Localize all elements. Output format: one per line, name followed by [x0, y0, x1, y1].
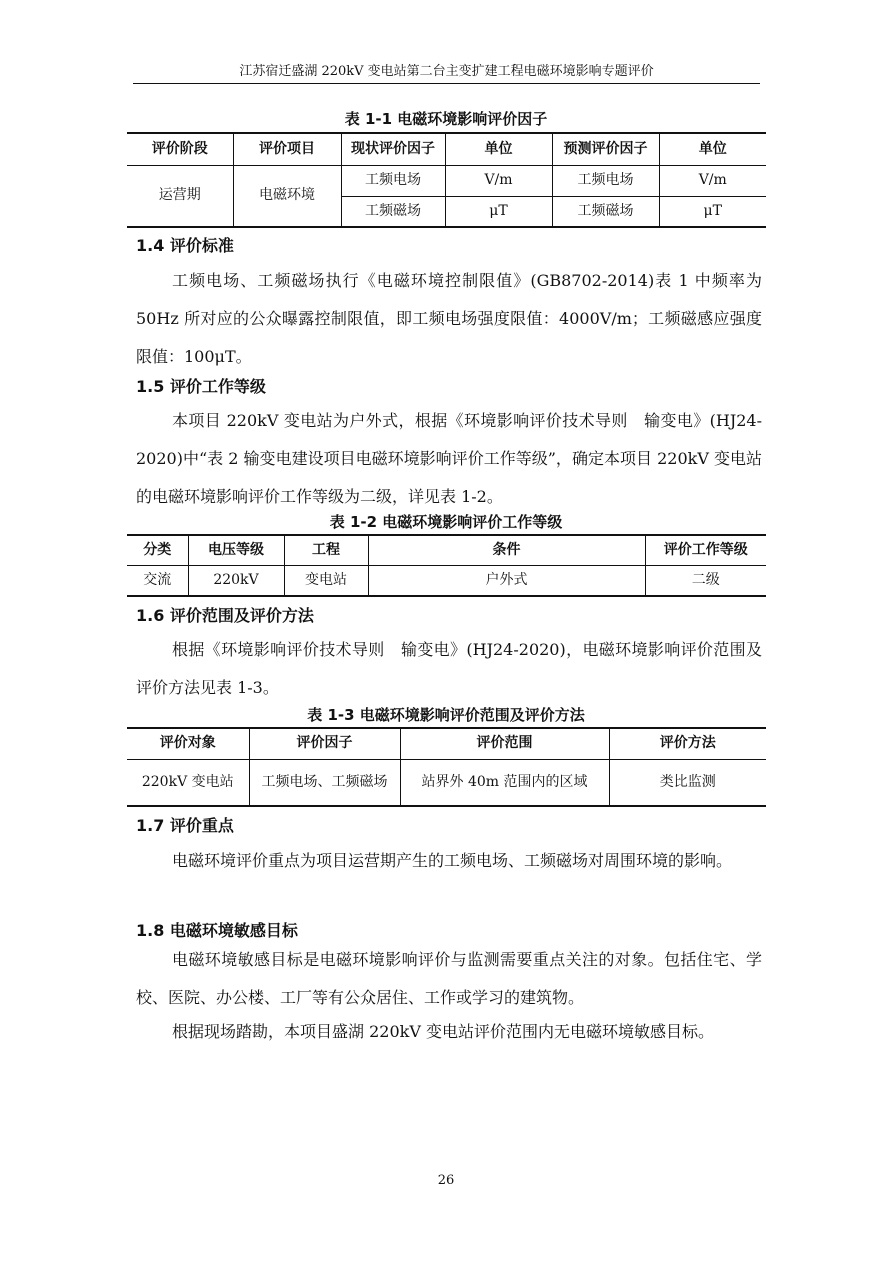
table-cell: 交流 — [127, 565, 188, 596]
table-header-cell: 条件 — [368, 535, 645, 565]
section-heading-1-7: 1.7 评价重点 — [136, 816, 234, 835]
table-header-cell: 分类 — [127, 535, 188, 565]
table-header-cell: 评价对象 — [127, 728, 249, 759]
table-cell: 站界外 40m 范围内的区域 — [400, 759, 609, 806]
table-1-3-caption: 表 1-3 电磁环境影响评价范围及评价方法 — [307, 706, 585, 724]
table-header-cell: 评价方法 — [609, 728, 766, 759]
table-cell: 二级 — [645, 565, 766, 596]
table-header-cell: 评价工作等级 — [645, 535, 766, 565]
table-cell: 变电站 — [284, 565, 368, 596]
section-1-6-paragraph: 根据《环境影响评价技术导则 输变电》(HJ24-2020)，电磁环境影响评价范围及评价方法见表 1-3。 — [136, 640, 762, 697]
table-cell: 工频电场 — [341, 165, 445, 196]
table-header-cell: 评价范围 — [400, 728, 609, 759]
section-heading-1-4: 1.4 评价标准 — [136, 236, 234, 255]
table-cell: 工频电场 — [552, 165, 659, 196]
table-header-cell: 电压等级 — [188, 535, 284, 565]
table-cell: 工频电场、工频磁场 — [249, 759, 400, 806]
table-header-cell: 单位 — [445, 133, 552, 165]
table-cell: 工频磁场 — [552, 196, 659, 227]
section-1-4-paragraph: 工频电场、工频磁场执行《电磁环境控制限值》(GB8702-2014)表 1 中频率为 50Hz 所对应的公众曝露控制限值，即工频电场强度限值：4000V/m；工频磁感应强度限值：100μT。 — [136, 271, 762, 366]
section-heading-1-8: 1.8 电磁环境敏感目标 — [136, 921, 298, 940]
table-cell: 户外式 — [368, 565, 645, 596]
table-1-1 — [127, 132, 766, 228]
table-header-cell: 工程 — [284, 535, 368, 565]
table-1-2-caption: 表 1-2 电磁环境影响评价工作等级 — [329, 513, 563, 531]
table-cell: 220kV — [188, 565, 284, 596]
table-header-row — [127, 535, 766, 565]
table-cell: 220kV 变电站 — [127, 759, 249, 806]
table-header-cell: 单位 — [659, 133, 766, 165]
table-header-cell: 现状评价因子 — [341, 133, 445, 165]
table-header-row — [127, 133, 766, 165]
table-header-row — [127, 728, 766, 759]
table-cell: μT — [445, 196, 552, 227]
running-header: 江苏宿迁盛湖 220kV 变电站第二台主变扩建工程电磁环境影响专题评价 — [133, 63, 760, 84]
table-header-cell: 评价因子 — [249, 728, 400, 759]
page-number: 26 — [437, 1173, 455, 1188]
table-header-cell: 评价项目 — [233, 133, 341, 165]
table-cell: 工频磁场 — [341, 196, 445, 227]
table-row — [127, 759, 766, 806]
table-header-cell: 预测评价因子 — [552, 133, 659, 165]
table-1-1-caption: 表 1-1 电磁环境影响评价因子 — [344, 110, 548, 128]
section-heading-1-5: 1.5 评价工作等级 — [136, 377, 266, 396]
table-row — [127, 165, 766, 196]
section-1-7-paragraph: 电磁环境评价重点为项目运营期产生的工频电场、工频磁场对周围环境的影响。 — [172, 851, 733, 870]
table-cell: μT — [659, 196, 766, 227]
table-1-2 — [127, 534, 766, 597]
table-row — [127, 565, 766, 596]
section-1-8-paragraph-1: 电磁环境敏感目标是电磁环境影响评价与监测需要重点关注的对象。包括住宅、学校、医院、办公楼、工厂等有公众居住、工作或学习的建筑物。 — [136, 950, 762, 1007]
section-heading-1-6: 1.6 评价范围及评价方法 — [136, 606, 314, 625]
item-cell: 电磁环境 — [233, 165, 341, 227]
table-cell: V/m — [659, 165, 766, 196]
stage-cell: 运营期 — [127, 165, 233, 227]
table-1-3 — [127, 727, 766, 807]
section-1-5-paragraph: 本项目 220kV 变电站为户外式，根据《环境影响评价技术导则 输变电》(HJ24-2020)中“表 2 输变电建设项目电磁环境影响评价工作等级”，确定本项目 220kV 变电站的电磁环境影响评价工作等级为二级，详见表 1-2。 — [136, 411, 762, 506]
table-cell: V/m — [445, 165, 552, 196]
table-header-cell: 评价阶段 — [127, 133, 233, 165]
table-cell: 类比监测 — [609, 759, 766, 806]
section-1-8-paragraph-2: 根据现场踏勘，本项目盛湖 220kV 变电站评价范围内无电磁环境敏感目标。 — [172, 1022, 714, 1041]
